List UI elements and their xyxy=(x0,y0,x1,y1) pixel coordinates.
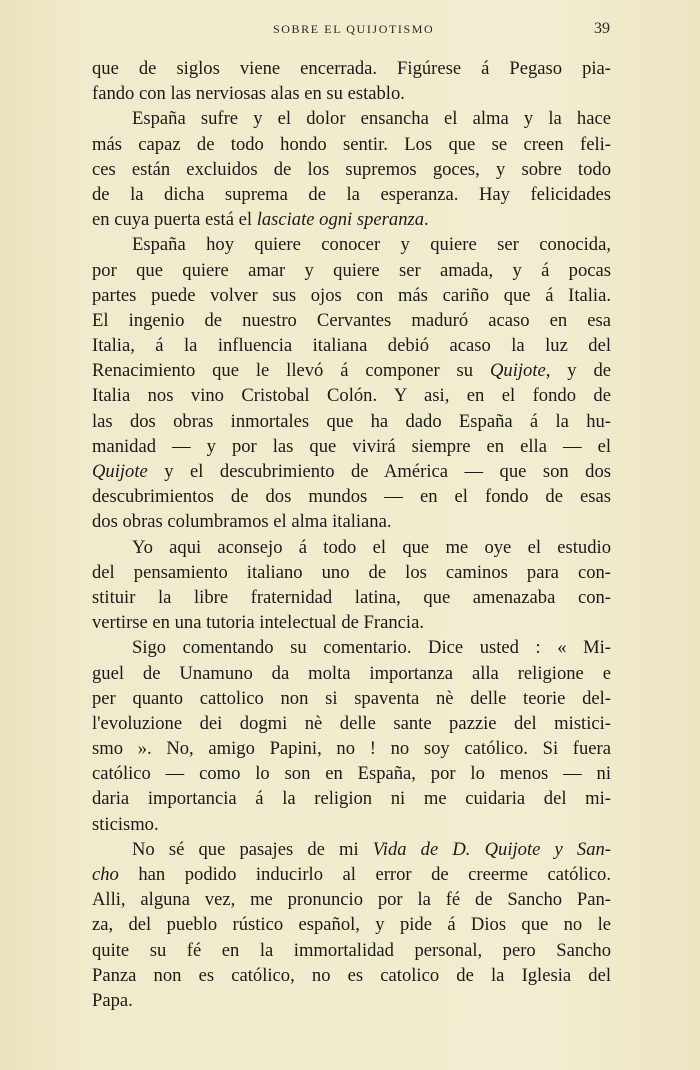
text-line: sticismo. xyxy=(92,813,159,835)
text-line: Italia, á la influencia italiana debió acaso la luz del xyxy=(92,335,611,357)
italic-title: Quijote xyxy=(92,461,148,482)
text-line: Sigo comentando su comentario. Dice usted : « Mi- xyxy=(132,637,611,659)
text-line: de la dicha suprema de la esperanza. Hay felicidades xyxy=(92,183,611,205)
paragraph xyxy=(92,635,611,837)
text-line: más capaz de todo hondo sentir. Los que se creen feli- xyxy=(92,133,611,155)
paragraph xyxy=(92,535,611,636)
text-line: manidad — y por las que vivirá siempre en ella — el xyxy=(92,435,611,457)
text-line xyxy=(92,358,611,383)
text-line xyxy=(92,459,611,484)
text-segment: No sé que pasajes de mi xyxy=(132,838,373,860)
text-line: Italia nos vino Cristobal Colón. Y asi, en el fondo de xyxy=(92,385,611,407)
text-line: guel de Unamuno da molta importanza alla religione e xyxy=(92,662,611,684)
text-line: vertirse en una tutoria intelectual de Francia. xyxy=(92,612,424,634)
running-header xyxy=(0,20,700,40)
italic-title: cho xyxy=(92,864,119,885)
text-line xyxy=(92,207,611,232)
page-number: 39 xyxy=(594,20,610,37)
text-segment: , y de xyxy=(545,360,611,382)
text-line: per quanto cattolico non si spaventa nè delle teorie del- xyxy=(92,687,611,709)
text-line: stituir la libre fraternidad latina, que amenazaba con- xyxy=(92,586,611,608)
italic-title: Quijote xyxy=(489,360,546,382)
text-line: l'evoluzione dei dogmi nè delle sante pazzie del mistici- xyxy=(92,712,611,734)
text-segment: . xyxy=(424,209,429,231)
text-line: za, del pueblo rústico español, y pide á Dios que no le xyxy=(92,914,611,936)
paragraph xyxy=(92,106,611,232)
text-line: Yo aqui aconsejo á todo el que me oye el estudio xyxy=(132,536,611,558)
text-segment: Renacimiento que le llevó á componer su xyxy=(92,360,490,382)
text-line: daria importancia á la religion ni me cuidaria del mi- xyxy=(92,788,611,810)
italic-phrase: lasciate ogni speranza xyxy=(256,209,425,231)
text-line: del pensamiento italiano uno de los caminos para con- xyxy=(92,561,611,583)
running-title: SOBRE EL QUIJOTISMO xyxy=(273,22,435,36)
text-line xyxy=(92,837,611,862)
text-line: partes puede volver sus ojos con más cariño que á Italia. xyxy=(92,284,611,306)
paragraph xyxy=(92,56,611,106)
text-line: católico — como lo son en España, por lo menos — ni xyxy=(92,763,611,785)
text-segment: y el descubrimiento de América — que son dos xyxy=(147,461,611,482)
text-line: descubrimientos de dos mundos — en el fondo de esas xyxy=(92,486,611,508)
text-line: dos obras columbramos el alma italiana. xyxy=(92,511,392,533)
body-text xyxy=(92,56,611,1013)
text-line: que de siglos viene encerrada. Figúrese á Pegaso pia- xyxy=(92,58,611,79)
text-line: Alli, alguna vez, me pronuncio por la fé de Sancho Pan- xyxy=(92,889,611,911)
text-line: smo ». No, amigo Papini, no ! no soy católico. Si fuera xyxy=(92,738,611,760)
paragraph xyxy=(92,837,611,1013)
text-line: Papa. xyxy=(92,989,133,1011)
paragraph xyxy=(92,232,611,534)
text-line: ces están excluidos de los supremos goces, y sobre todo xyxy=(92,158,611,180)
text-line: quite su fé en la immortalidad personal, pero Sancho xyxy=(92,939,611,961)
text-line: por que quiere amar y quiere ser amada, y á pocas xyxy=(92,259,611,281)
text-line: fando con las nerviosas alas en su establo. xyxy=(92,83,405,105)
text-line xyxy=(92,862,611,887)
text-line: España sufre y el dolor ensancha el alma y la hace xyxy=(132,108,611,130)
text-line: El ingenio de nuestro Cervantes maduró acaso en esa xyxy=(92,309,611,331)
italic-title: Vida de D. Quijote y San- xyxy=(372,838,611,860)
text-segment: en cuya puerta está el xyxy=(92,209,257,231)
text-line: España hoy quiere conocer y quiere ser conocida, xyxy=(132,234,611,256)
text-line: las dos obras inmortales que ha dado España á la hu- xyxy=(92,410,611,432)
text-segment: han podido inducirlo al error de creerme católico. xyxy=(118,864,611,885)
text-line: Panza non es católico, no es catolico de la Iglesia del xyxy=(92,964,611,986)
